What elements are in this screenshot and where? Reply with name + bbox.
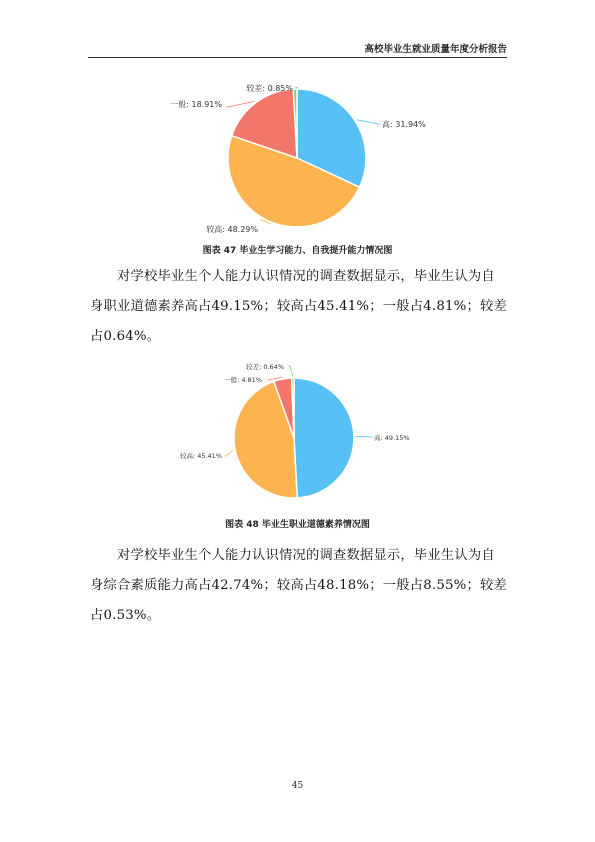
- body-paragraph-1: [90, 262, 508, 352]
- header-rule: [88, 57, 507, 58]
- pie-chart-2-svg: [0, 358, 595, 503]
- data-label-1: 高: 31.94%: [382, 120, 426, 129]
- data-label-3: 一般: 18.91%: [170, 100, 222, 109]
- running-header-title: 高校毕业生就业质量年度分析报告: [364, 44, 507, 55]
- pie-chart-1-svg: [0, 78, 595, 238]
- figure-caption-48: 图表 48 毕业生职业道德素养情况图: [225, 520, 370, 530]
- data-label-3: 一般: 4.81%: [224, 376, 262, 384]
- leader-line-4: [295, 87, 298, 88]
- data-label-2: 较高: 48.29%: [206, 225, 258, 234]
- leader-line-3: [226, 101, 254, 107]
- figure-caption-47: 图表 47 毕业生学习能力、自我提升能力情况图: [202, 246, 393, 256]
- data-label-2: 较高: 45.41%: [179, 452, 222, 460]
- page-number: 45: [291, 781, 304, 791]
- body-paragraph-2: [90, 541, 508, 631]
- pie-chart-learning-ability: [0, 78, 595, 238]
- pie-chart-professional-ethics: [0, 358, 595, 503]
- leader-line-4: [288, 366, 293, 376]
- data-label-4: 较差: 0.64%: [246, 363, 284, 371]
- data-label-4: 较差: 0.85%: [246, 84, 293, 93]
- body-paragraph-1-text: 对学校毕业生个人能力认识情况的调查数据显示，毕业生认为自身职业道德素养高占49.15%；较高占45.41%；一般占4.81%；较差占0.64%。: [90, 269, 507, 344]
- pie-slice-1: [294, 378, 354, 498]
- data-label-1: 高: 49.15%: [374, 434, 410, 442]
- leader-line-1: [357, 120, 380, 124]
- leader-line-1: [356, 436, 373, 437]
- body-paragraph-2-text: 对学校毕业生个人能力认识情况的调查数据显示，毕业生认为自身综合素质能力高占42.74%；较高占48.18%；一般占8.55%；较差占0.53%。: [90, 548, 507, 623]
- leader-line-2: [224, 450, 233, 456]
